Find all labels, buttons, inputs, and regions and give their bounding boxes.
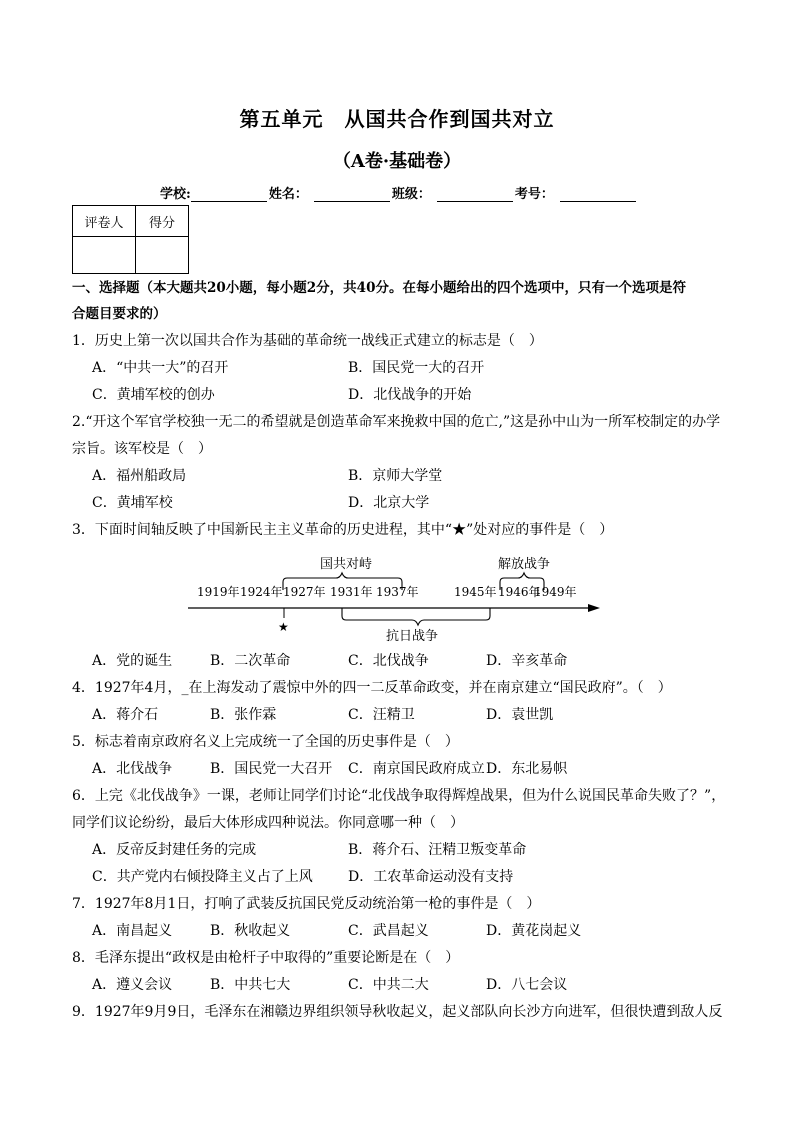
question-3-stem: 3．下面时间轴反映了中国新民主主义革命的历史进程，其中“★”处对应的事件是（ ） xyxy=(72,522,614,538)
timeline-figure xyxy=(180,548,610,644)
question-5-stem: 5．标志着南京政府名义上完成统一了全国的历史事件是（ ） xyxy=(72,734,459,750)
exam-number-label: 考号： xyxy=(514,187,554,202)
year-label-1927: 1927年 xyxy=(283,585,326,599)
q8-option-d[interactable]: D．八七会议 xyxy=(486,977,568,993)
question-9-stem: 9．1927年9月9日，毛泽东在湘赣边界组织领导秋收起义，起义部队向长沙方向进军，但很快遭到敌人反 xyxy=(72,1004,723,1020)
q1-option-a[interactable]: A．“中共一大”的召开 xyxy=(92,360,229,376)
q3-option-c[interactable]: C．北伐战争 xyxy=(348,653,429,669)
star-marker: ★ xyxy=(278,620,289,634)
page-title: 第五单元 从国共合作到国共对立 xyxy=(239,107,555,131)
q3-option-b[interactable]: B．二次革命 xyxy=(210,653,291,669)
school-field[interactable] xyxy=(191,187,267,202)
grader-cell[interactable] xyxy=(73,237,136,274)
q4-option-b[interactable]: B．张作霖 xyxy=(210,707,277,723)
student-info-row xyxy=(160,183,638,202)
q3-option-d[interactable]: D．辛亥革命 xyxy=(486,653,568,669)
grader-header: 评卷人 xyxy=(73,206,136,237)
q2-option-d[interactable]: D．北京大学 xyxy=(348,495,430,511)
q8-option-c[interactable]: C．中共二大 xyxy=(348,977,429,993)
question-4-stem: 4．1927年4月，_在上海发动了震惊中外的四一二反革命政变，并在南京建立“国民政府”。（ ） xyxy=(72,680,672,696)
q4-option-c[interactable]: C．汪精卫 xyxy=(348,707,415,723)
question-1-stem: 1．历史上第一次以国共合作为基础的革命统一战线正式建立的标志是（ ） xyxy=(72,333,543,349)
timeline-arrowhead xyxy=(588,604,600,612)
question-2-stem-cont: 宗旨。该军校是（ ） xyxy=(72,441,212,457)
question-7-stem: 7．1927年8月1日，打响了武装反抗国民党反动统治第一枪的事件是（ ） xyxy=(72,896,541,912)
year-label-1931: 1931年 xyxy=(330,585,373,599)
year-label-1946: 1946年 xyxy=(498,585,541,599)
year-label-1945: 1945年 xyxy=(454,585,497,599)
brace-label-liberation-war: 解放战争 xyxy=(498,557,551,572)
q6-option-c[interactable]: C．共产党内右倾投降主义占了上风 xyxy=(92,869,313,885)
score-table xyxy=(72,205,189,274)
page-subtitle: （A卷·基础卷） xyxy=(332,151,462,172)
question-2-stem: 2.“开这个军官学校独一无二的希望就是创造革命军来挽救中国的危亡,”这是孙中山为一所军校制定的办学 xyxy=(72,414,721,430)
q3-option-a[interactable]: A．党的诞生 xyxy=(92,653,173,669)
brace-anti-japanese-war xyxy=(342,608,490,625)
year-label-1924: 1924年 xyxy=(240,585,283,599)
question-6-stem: 6．上完《北伐战争》一课，老师让同学们讨论“北伐战争取得辉煌战果，但为什么说国民革命失败了？”， xyxy=(72,788,726,804)
name-field[interactable] xyxy=(314,187,390,202)
school-label: 学校: xyxy=(160,187,191,202)
q7-option-b[interactable]: B．秋收起义 xyxy=(210,923,291,939)
year-label-1949: 1949年 xyxy=(534,585,577,599)
q8-option-a[interactable]: A．遵义会议 xyxy=(92,977,173,993)
q1-option-d[interactable]: D．北伐战争的开始 xyxy=(348,387,472,403)
q6-option-d[interactable]: D．工农革命运动没有支持 xyxy=(348,869,514,885)
score-cell[interactable] xyxy=(136,237,189,274)
exam-number-field[interactable] xyxy=(560,187,636,202)
q2-option-c[interactable]: C．黄埔军校 xyxy=(92,495,173,511)
q2-option-a[interactable]: A．福州船政局 xyxy=(92,468,187,484)
q7-option-a[interactable]: A．南昌起义 xyxy=(92,923,173,939)
q2-option-b[interactable]: B．京师大学堂 xyxy=(348,468,443,484)
q8-option-b[interactable]: B．中共七大 xyxy=(210,977,291,993)
year-label-1919: 1919年 xyxy=(197,585,240,599)
q4-option-a[interactable]: A．蒋介石 xyxy=(92,707,159,723)
q6-option-a[interactable]: A．反帝反封建任务的完成 xyxy=(92,842,257,858)
q7-option-c[interactable]: C．武昌起义 xyxy=(348,923,429,939)
q1-option-c[interactable]: C．黄埔军校的创办 xyxy=(92,387,215,403)
year-label-1937: 1937年 xyxy=(376,585,419,599)
q5-option-c[interactable]: C．南京国民政府成立 xyxy=(348,761,485,777)
question-6-stem-cont: 同学们议论纷纷，最后大体形成四种说法。你同意哪一种（ ） xyxy=(72,815,464,831)
section-heading-line2: 合题目要求的） xyxy=(72,306,167,322)
brace-label-civil-confrontation: 国共对峙 xyxy=(320,557,373,572)
brace-label-anti-japanese-war: 抗日战争 xyxy=(386,629,439,644)
class-label: 班级： xyxy=(391,187,431,202)
q5-option-d[interactable]: D．东北易帜 xyxy=(486,761,568,777)
score-header: 得分 xyxy=(136,206,189,237)
q1-option-b[interactable]: B．国民党一大的召开 xyxy=(348,360,485,376)
class-field[interactable] xyxy=(437,187,513,202)
name-label: 姓名： xyxy=(268,187,308,202)
question-8-stem: 8．毛泽东提出“政权是由枪杆子中取得的”重要论断是在（ ） xyxy=(72,950,460,966)
q5-option-b[interactable]: B．国民党一大召开 xyxy=(210,761,333,777)
q4-option-d[interactable]: D．袁世凯 xyxy=(486,707,554,723)
q5-option-a[interactable]: A．北伐战争 xyxy=(92,761,173,777)
q6-option-b[interactable]: B．蒋介石、汪精卫叛变革命 xyxy=(348,842,527,858)
section-heading-line1: 一、选择题（本大题共20小题，每小题2分，共40分。在每小题给出的四个选项中，只有一个选项是符 xyxy=(72,280,686,296)
q7-option-d[interactable]: D．黄花岗起义 xyxy=(486,923,582,939)
